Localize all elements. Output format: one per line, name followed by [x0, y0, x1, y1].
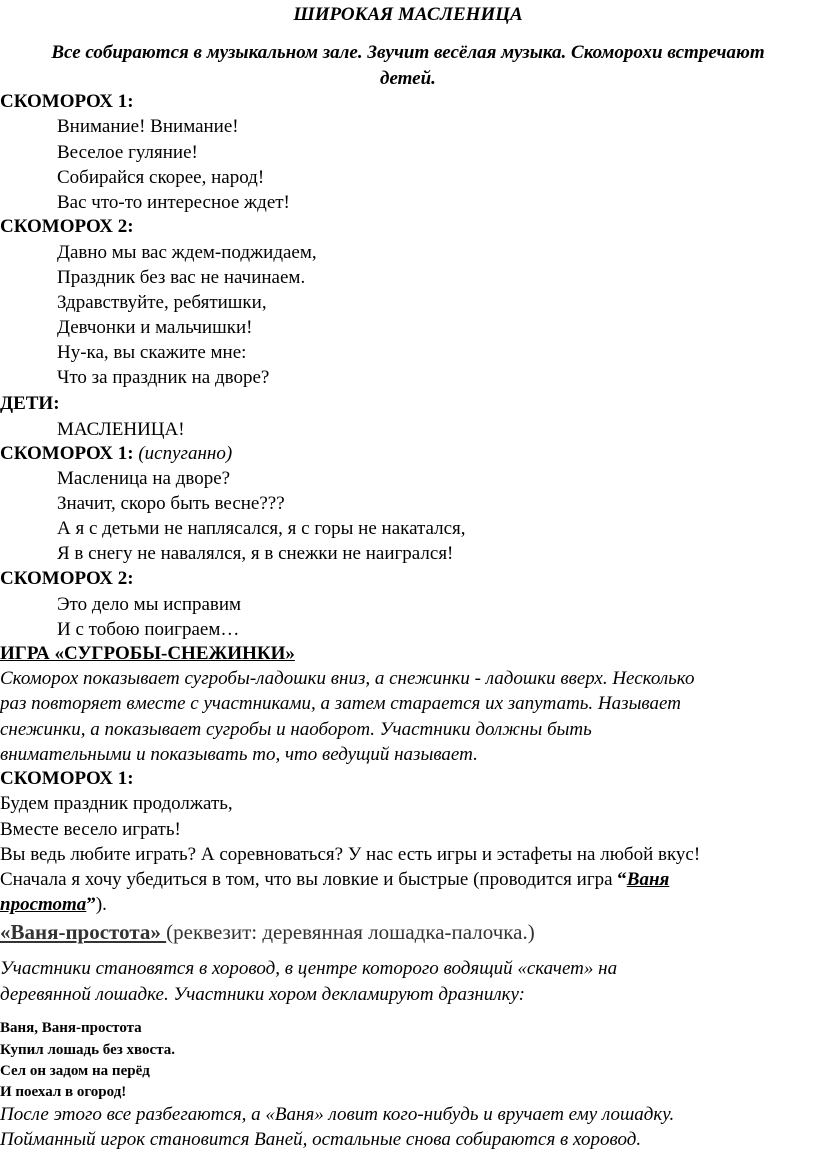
- game-description-line: снежинки, а показывает сугробы и наоборот. Участники должны быть: [0, 719, 592, 740]
- rhyme-line: Ваня, Ваня-простота: [0, 1020, 142, 1036]
- page-title: ШИРОКАЯ МАСЛЕНИЦА: [293, 4, 523, 25]
- rhyme-line: Купил лошадь без хвоста.: [0, 1042, 175, 1058]
- speaker-label: ДЕТИ:: [0, 393, 60, 414]
- speaker-label: СКОМОРОХ 1:: [0, 91, 134, 112]
- game-description-line: Скоморох показывает сугробы-ладошки вниз, а снежинки - ладошки вверх. Несколько: [0, 668, 695, 689]
- speaker-line: [0, 442, 232, 466]
- verse-line: И с тобою поиграем…: [57, 619, 240, 640]
- speaker-label: СКОМОРОХ 1:: [0, 768, 134, 789]
- rhyme-line: Сел он задом на перёд: [0, 1063, 150, 1079]
- verse-line: Внимание! Внимание!: [57, 116, 239, 137]
- game-description-line: внимательными и показывать то, что ведущий называет.: [0, 744, 478, 765]
- paragraph-line: простота”).: [0, 894, 107, 915]
- game-description-line: раз повторяет вместе с участниками, а затем старается их запутать. Называет: [0, 693, 681, 714]
- verse-line: Значит, скоро быть весне???: [57, 493, 285, 514]
- verse-line: Праздник без вас не начинаем.: [57, 267, 306, 288]
- paragraph-line: Вы ведь любите играть? А соревноваться? У нас есть игры и эстафеты на любой вкус!: [0, 844, 701, 865]
- outro-line: После этого все разбегаются, а «Ваня» ловит кого-нибудь и вручает ему лошадку.: [0, 1104, 675, 1125]
- speaker-label: СКОМОРОХ 2:: [0, 216, 134, 237]
- verse-line: А я с детьми не наплясался, я с горы не накатался,: [57, 518, 466, 539]
- verse-line: МАСЛЕНИЦА!: [57, 419, 185, 440]
- verse-line: Что за праздник на дворе?: [57, 367, 270, 388]
- verse-line: Я в снегу не навалялся, я в снежки не наигрался!: [57, 543, 454, 564]
- verse-line: Ну-ка, вы скажите мне:: [57, 342, 247, 363]
- verse-line: Девчонки и мальчишки!: [57, 317, 253, 338]
- game-name: Ваня: [626, 869, 670, 890]
- rhyme-line: И поехал в огород!: [0, 1084, 127, 1100]
- paragraph-line: Вместе весело играть!: [0, 819, 181, 840]
- speaker-label: СКОМОРОХ 1:: [0, 443, 134, 464]
- verse-line: Здравствуйте, ребятишки,: [57, 292, 267, 313]
- game-heading: [0, 919, 535, 945]
- verse-line: Это дело мы исправим: [57, 594, 242, 615]
- verse-line: Собирайся скорее, народ!: [57, 167, 265, 188]
- speaker-label: СКОМОРОХ 2:: [0, 568, 134, 589]
- paragraph-line: Сначала я хочу убедиться в том, что вы ловкие и быстрые (проводится игра “Ваня: [0, 869, 670, 890]
- game-title: «Ваня-простота»: [0, 920, 167, 944]
- outro-line: Пойманный игрок становится Ваней, остальные снова собираются в хоровод.: [0, 1129, 642, 1150]
- game-name: простота: [0, 894, 87, 915]
- verse-line: Вас что-то интересное ждет!: [57, 192, 290, 213]
- verse-line: Веселое гуляние!: [57, 142, 198, 163]
- paragraph-line: Будем праздник продолжать,: [0, 793, 233, 814]
- game-heading: ИГРА «СУГРОБЫ-СНЕЖИНКИ»: [0, 643, 295, 664]
- intro-stage-direction: Все собираются в музыкальном зале. Звучит весёлая музыка. Скоморохи встречают детей.: [51, 42, 765, 89]
- game-description-line: Участники становятся в хоровод, в центре которого водящий «скачет» на: [0, 958, 618, 979]
- verse-line: Масленица на дворе?: [57, 468, 231, 489]
- stage-note: (испуганно): [138, 443, 233, 464]
- game-description-line: деревянной лошадке. Участники хором декламируют дразнилку:: [0, 984, 526, 1005]
- game-props: (реквезит: деревянная лошадка-палочка.): [166, 920, 535, 944]
- verse-line: Давно мы вас ждем-поджидаем,: [57, 242, 317, 263]
